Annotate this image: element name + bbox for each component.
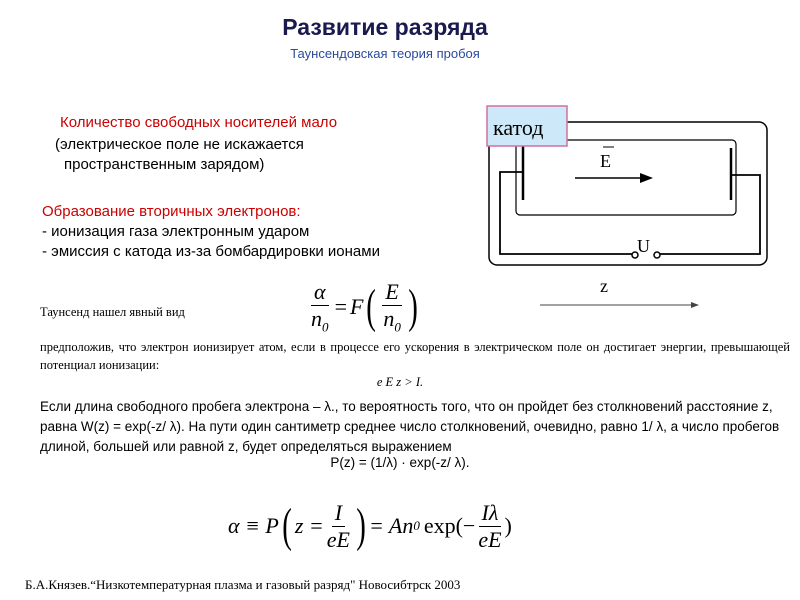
eE: eE [478, 526, 502, 552]
secondary-heading: Образование вторичных электронов: [42, 203, 301, 220]
discharge-diagram [480, 100, 800, 320]
slide-title: Развитие разряда [282, 14, 488, 40]
secondary-item1: - ионизация газа электронным ударом [42, 223, 310, 240]
inequality: e E z > I. [376, 375, 424, 389]
conditions-line2: (электрическое поле не искажается [55, 136, 304, 153]
I: I [332, 500, 345, 527]
voltage-label: U [637, 236, 650, 256]
secondary-item2: - эмиссия с катода из-за бомбардировки ионами [42, 243, 380, 260]
close-paren: ) [504, 513, 512, 538]
conditions-line3: пространственным зарядом) [64, 156, 265, 173]
sub0: 0 [322, 319, 329, 335]
paragraph-ionization: предположив, что электрон ионизирует атом, если в процессе его ускорения в электрическом поле он достигает энергии, превышающей потенциал ионизации: [40, 340, 790, 372]
I-lambda: Iλ [479, 500, 502, 527]
townsend-intro: Таунсенд нашел явный вид [40, 305, 185, 319]
formula-pz: P(z) = (1/λ) · exp(-z/ λ). [330, 455, 470, 470]
sub0: 0 [394, 319, 401, 335]
field-label: E [600, 151, 611, 171]
equals: = [334, 294, 347, 319]
n0: n [383, 305, 395, 331]
eE: eE [326, 526, 350, 552]
alpha-equiv-p: α ≡ P [228, 513, 279, 538]
conditions-line1: Количество свободных носителей мало [60, 114, 338, 131]
axis-z-label: z [600, 276, 608, 296]
n0: n [311, 305, 323, 331]
formula-alpha-n0: $\frac{\alpha}{n_0}$ = F ( $\frac{E}{n_0}$ ) [311, 278, 418, 335]
footer-citation: Б.А.Князев.“Низкотемпературная плазма и газовый разряд" Новосибтрск 2003 [25, 577, 461, 592]
sub0: 0 [413, 518, 420, 533]
F: F [349, 294, 364, 319]
E: E [382, 279, 401, 306]
eq-An: = An [368, 513, 414, 538]
cathode-label: катод [493, 115, 544, 140]
alpha: α [311, 279, 329, 306]
paragraph-free-path: Если длина свободного пробега электрона – λ., то вероятность того, что он пройдет без столкновений расстояние z, равна W(z) = exp(-z/ λ). На пути один сантиметр среднее число столкновений, очевидно, равно 1/ λ, а число пробегов длиной, большей или равной z, будет определяться выражением [40, 399, 780, 454]
formula-alpha-townsend: α ≡ P ( z = $\frac{I}{eE}$ ) = An 0 exp(− $\frac{I\lambda}{eE}$ ) [228, 499, 512, 552]
exp: exp(− [423, 513, 476, 538]
z-eq: z = [294, 513, 324, 538]
slide-subtitle: Таунсендовская теория пробоя [290, 46, 480, 61]
